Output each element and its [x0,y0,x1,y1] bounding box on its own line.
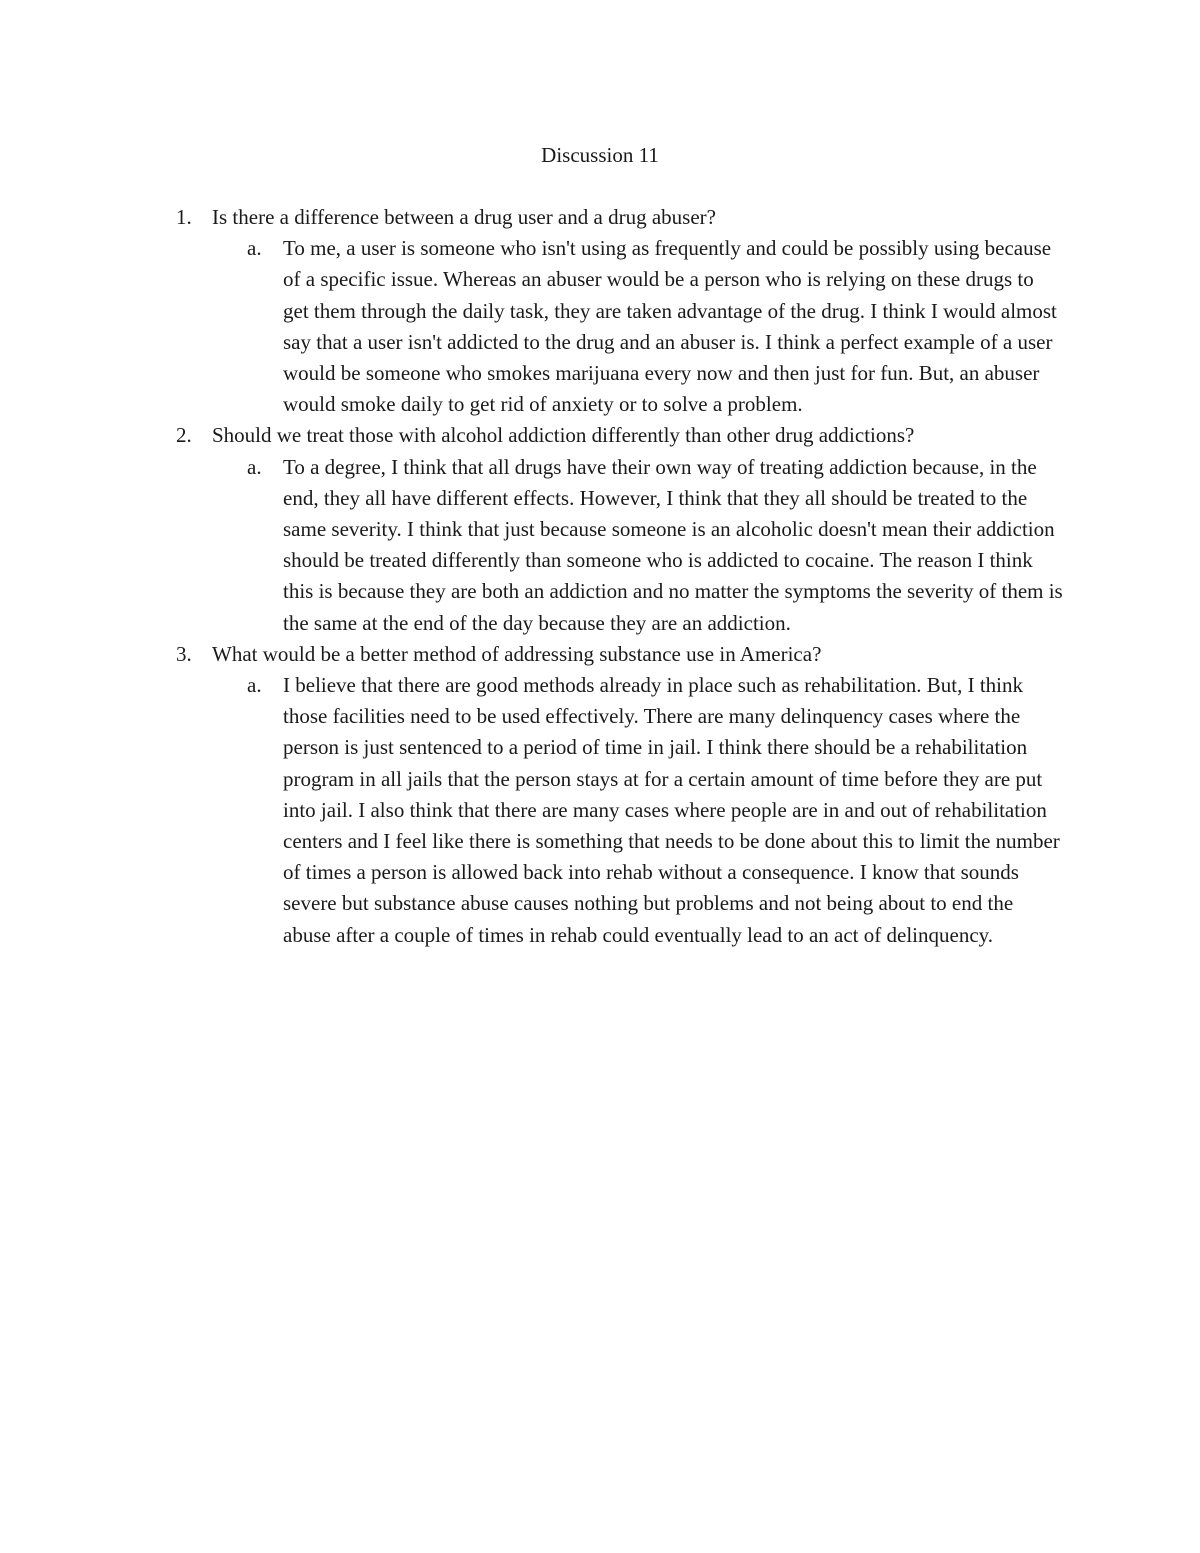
answer-item [0,452,1063,639]
answer-list [0,233,1200,420]
answer-text: To me, a user is someone who isn't using as frequently and could be possibly using because of a specific issue. Whereas an abuser would be a person who is relying on these drugs to get them through the daily task, they are taken advantage of the drug. I think I would almost say that a user isn't addicted to the drug and an abuser is. I think a perfect example of a user would be someone who smokes marijuana every now and then just for fun. But, an abuser would smoke daily to get rid of anxiety or to solve a problem. [283,236,1057,417]
question-number: 2. [176,423,192,448]
answer-letter: a. [247,454,262,479]
question-text: What would be a better method of addressing substance use in America? [212,641,822,666]
answer-text: To a degree, I think that all drugs have their own way of treating addiction because, in the end, they all have different effects. However, I think that they all should be treated to the same severity. I think that just because someone is an alcoholic doesn't mean their addiction should be treated differently than someone who is addicted to cocaine. The reason I think this is because they are both an addiction and no matter the symptoms the severity of them is the same at the end of the day because they are an addiction. [283,454,1063,635]
answer-item [0,233,1063,420]
page-title: Discussion 11 [541,143,659,167]
answer-list [0,670,1200,951]
answer-list [0,452,1200,639]
question-item [0,639,1200,951]
question-text: Is there a difference between a drug user and a drug abuser? [212,205,716,229]
answer-letter: a. [247,236,262,261]
question-item [0,420,1200,638]
answer-text: I believe that there are good methods already in place such as rehabilitation. But, I think those facilities need to be used effectively. There are many delinquency cases where the person is just sentenced to a period of time in jail. I think there should be a rehabilitation program in all jails that the person stays at for a certain amount of time before they are put into jail. I also think that there are many cases where people are in and out of rehabilitation centers and I feel like there is something that needs to be done about this to limit the number of times a person is allowed back into rehab without a consequence. I know that sounds severe but substance abuse causes nothing but problems and not being about to end the abuse after a couple of times in rehab could eventually lead to an act of delinquency. [283,673,1060,947]
answer-letter: a. [247,673,262,698]
answer-item [0,670,1063,951]
question-row [0,202,1200,233]
question-list [0,202,1200,951]
question-row [0,639,1200,670]
question-item [0,202,1200,420]
question-number: 3. [176,641,192,666]
question-number: 1. [176,205,192,229]
question-text: Should we treat those with alcohol addiction differently than other drug addictions? [212,423,915,448]
question-row [0,420,1200,451]
